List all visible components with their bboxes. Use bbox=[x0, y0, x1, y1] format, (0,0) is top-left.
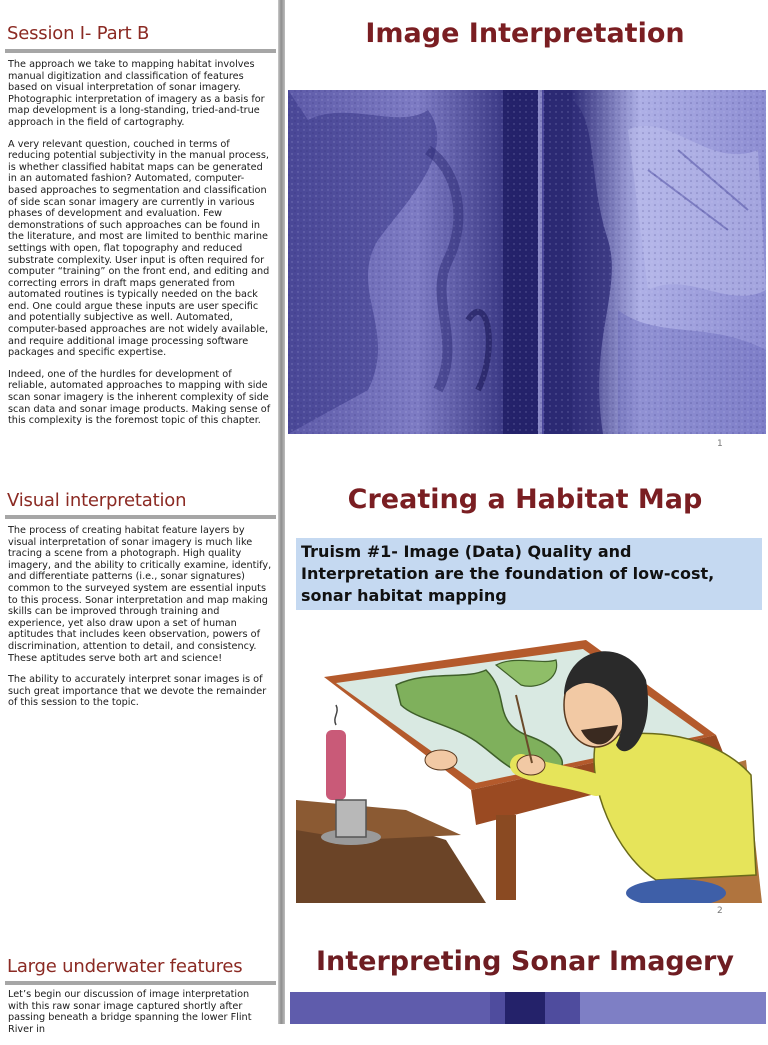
section-body-session bbox=[8, 59, 272, 437]
paragraph: The ability to accurately interpret sonar images is of such great importance that we devote the remainder of this session to the topic. bbox=[8, 674, 267, 709]
column-divider bbox=[278, 0, 285, 1024]
paragraph: Let’s begin our discussion of image interpretation with this raw sonar image captured shortly after passing beneath a bridge spanning the lower Flint River in bbox=[8, 989, 252, 1035]
cartographer-illustration bbox=[296, 625, 762, 903]
section-heading-visual: Visual interpretation bbox=[7, 490, 187, 511]
paragraph: A very relevant question, couched in terms of reducing potential subjectivity in the manual process, is whether classified habitat maps can be generated in an automated fashion? Automated, computer-based approaches to segmentation and classification of side scan sonar imagery are currently in various phases of development and evaluation. Few demonstrations of such approaches can be found in the literature, and most are limited to benthic marine settings with open, flat topography and reduced substrate complexity. User input is often required for computer “training” on the front end, and editing and correcting errors in draft maps generated from automated routines is typically needed on the back end. One could argue these inputs are user specific and potentially subjective as well. Automated, computer-based approaches are not widely available, and require additional image processing software packages and specific expertise. bbox=[8, 138, 270, 359]
heading-rule bbox=[5, 49, 276, 53]
section-body-large-features bbox=[8, 989, 272, 1045]
paragraph: The approach we take to mapping habitat involves manual digitization and classification of features based on visual interpretation of sonar imagery. Photographic interpretation of imagery as a basis for map development is a long-standing, tried-and-true approach in the field of cartography. bbox=[8, 59, 265, 128]
sonar-image-partial bbox=[290, 992, 766, 1024]
paragraph: The process of creating habitat feature layers by visual interpretation of sonar imagery is much like tracing a scene from a photograph. High quality imagery, and the ability to critically examine, identify, and differentiate patterns (i.e., sonar signatures) common to the surveyed system are essential inputs to this process. Sonar interpretation and map making skills can be improved through training and experience, yet also draw upon a set of human aptitudes that includes keen observation, powers of discrimination, attention to detail, and consistency. These aptitudes serve both art and science! bbox=[8, 525, 272, 664]
section-heading-large-features: Large underwater features bbox=[7, 956, 243, 977]
notes-column bbox=[0, 0, 278, 1035]
truism-callout: Truism #1- Image (Data) Quality and Interpretation are the foundation of low-cost, sonar habitat mapping bbox=[296, 538, 762, 610]
slide-number-1: 1 bbox=[717, 439, 723, 449]
slide-title-3: Interpreting Sonar Imagery bbox=[316, 946, 734, 977]
slide-title-2: Creating a Habitat Map bbox=[347, 484, 703, 515]
section-heading-session: Session I- Part B bbox=[7, 23, 150, 44]
sonar-image bbox=[288, 90, 766, 434]
slide-number-2: 2 bbox=[717, 906, 723, 916]
paragraph: Indeed, one of the hurdles for development of reliable, automated approaches to mapping with side scan sonar imagery is the inherent complexity of side scan data and sonar image products. Making sense of this complexity is the foremost topic of this chapter. bbox=[8, 368, 271, 427]
section-body-visual bbox=[8, 525, 272, 719]
heading-rule bbox=[5, 515, 276, 519]
slide-title-1: Image Interpretation bbox=[365, 18, 685, 49]
heading-rule bbox=[5, 981, 276, 985]
